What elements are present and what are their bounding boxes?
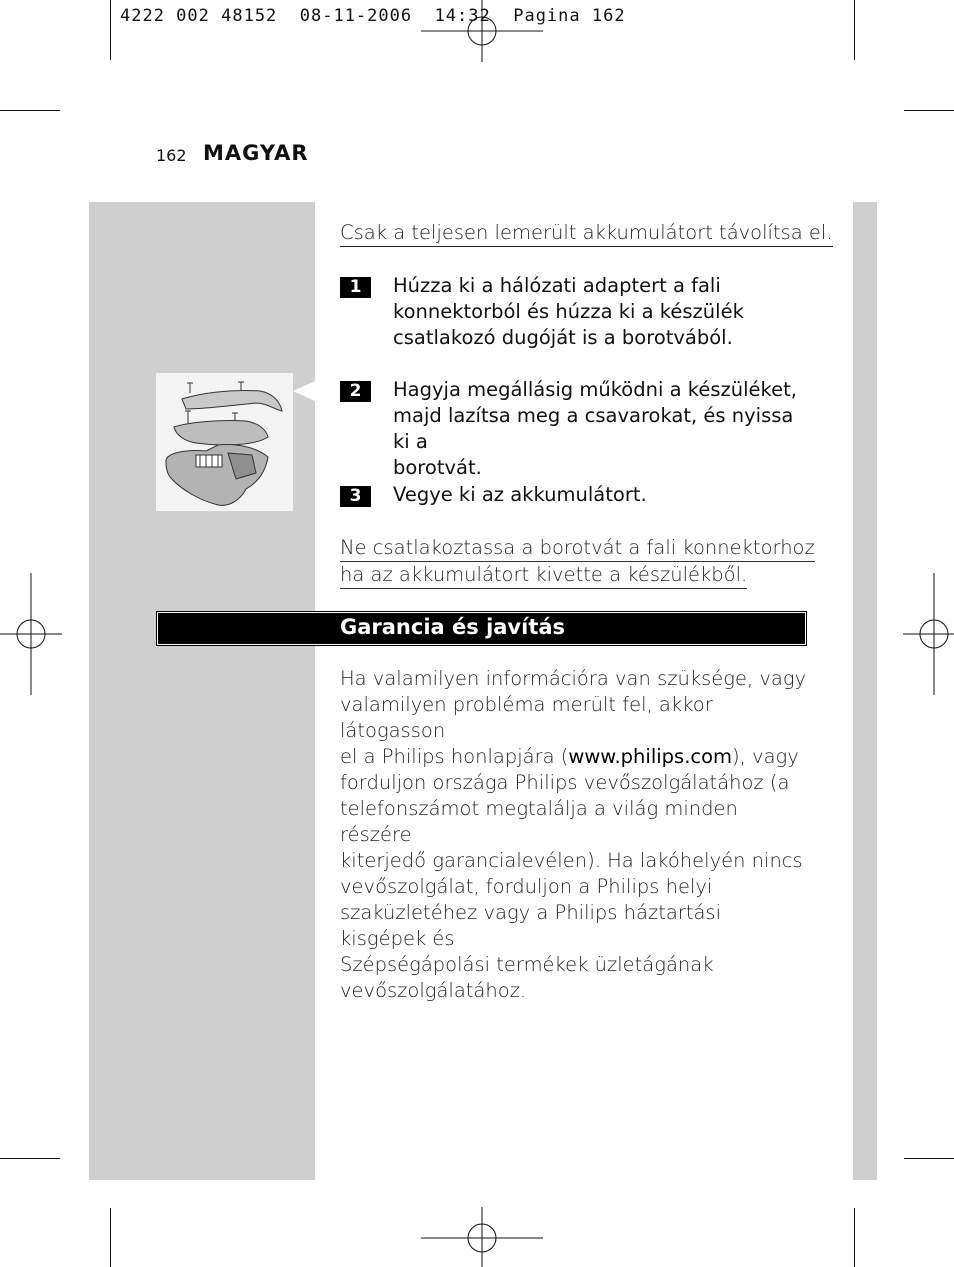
paragraph-line: valamilyen probléma merült fel, akkor látogasson <box>340 693 713 742</box>
page-number: 162 <box>156 146 187 165</box>
paragraph-line: vevőszolgálatához. <box>340 979 527 1002</box>
registration-mark-icon <box>421 0 543 62</box>
paragraph-text: ), vagy <box>732 745 799 768</box>
paragraph-line: Szépségápolási termékek üzletágának <box>340 953 714 976</box>
step-line: Húzza ki a hálózati adaptert a fali <box>393 274 721 297</box>
figure-pointer <box>293 381 315 401</box>
crop-mark <box>854 1208 855 1267</box>
paragraph-line: forduljon országa Philips vevőszolgálatához (a <box>340 771 790 794</box>
step-number: 3 <box>340 486 371 507</box>
print-header: 4222 002 48152 08-11-2006 14:32 Pagina 162 <box>120 6 626 26</box>
paragraph-line: kiterjedő garancialevélen). Ha lakóhelyén nincs <box>340 849 803 872</box>
step-text <box>393 377 813 481</box>
section-title: Garancia és javítás <box>340 615 566 639</box>
step-line: Vegye ki az akkumulátort. <box>393 483 647 506</box>
crop-mark <box>0 1158 60 1159</box>
step-number: 1 <box>340 277 371 298</box>
step-line: csatlakozó dugóját is a borotvából. <box>393 326 733 349</box>
step-line: konnektorból és húzza ki a készülék <box>393 300 744 323</box>
note-remove-battery: Csak a teljesen lemerült akkumulátort távolítsa el. <box>340 220 833 247</box>
language-heading: MAGYAR <box>203 141 309 165</box>
crop-mark <box>904 1158 954 1159</box>
crop-mark <box>854 0 855 60</box>
paragraph-line: telefonszámot megtalálja a világ minden részére <box>340 797 738 846</box>
step-number: 2 <box>340 381 371 402</box>
step-text <box>393 482 813 508</box>
philips-website-link[interactable]: www.philips.com <box>568 745 733 768</box>
paragraph-line: Ha valamilyen információra van szüksége, vagy <box>340 667 807 690</box>
step-line: majd lazítsa meg a csavarokat, és nyissa ki a <box>393 404 794 453</box>
registration-mark-icon <box>0 573 62 695</box>
step-line: borotvát. <box>393 456 482 479</box>
registration-mark-icon <box>421 1207 543 1267</box>
note-do-not-connect <box>340 535 815 589</box>
crop-mark <box>110 1208 111 1267</box>
paragraph-line <box>340 744 810 770</box>
crop-mark <box>904 110 954 111</box>
step-text <box>393 273 813 351</box>
left-margin-panel <box>89 202 315 1180</box>
warranty-paragraph <box>340 666 810 1004</box>
note-line: Ne csatlakoztassa a borotvát a fali konnektorhoz <box>340 535 815 562</box>
shaver-disassembly-illustration-icon <box>156 373 293 511</box>
crop-mark <box>0 110 60 111</box>
step-line: Hagyja megállásig működni a készüléket, <box>393 378 797 401</box>
right-margin-panel <box>853 202 877 1180</box>
paragraph-text: el a Philips honlapjára ( <box>340 745 569 768</box>
crop-mark <box>110 0 111 60</box>
note-line: ha az akkumulátort kivette a készülékből. <box>340 562 747 589</box>
registration-mark-icon <box>903 573 954 695</box>
paragraph-line: szaküzletéhez vagy a Philips háztartási kisgépek és <box>340 901 721 950</box>
paragraph-line: vevőszolgálat, forduljon a Philips helyi <box>340 875 713 898</box>
shaver-figure <box>156 373 293 511</box>
